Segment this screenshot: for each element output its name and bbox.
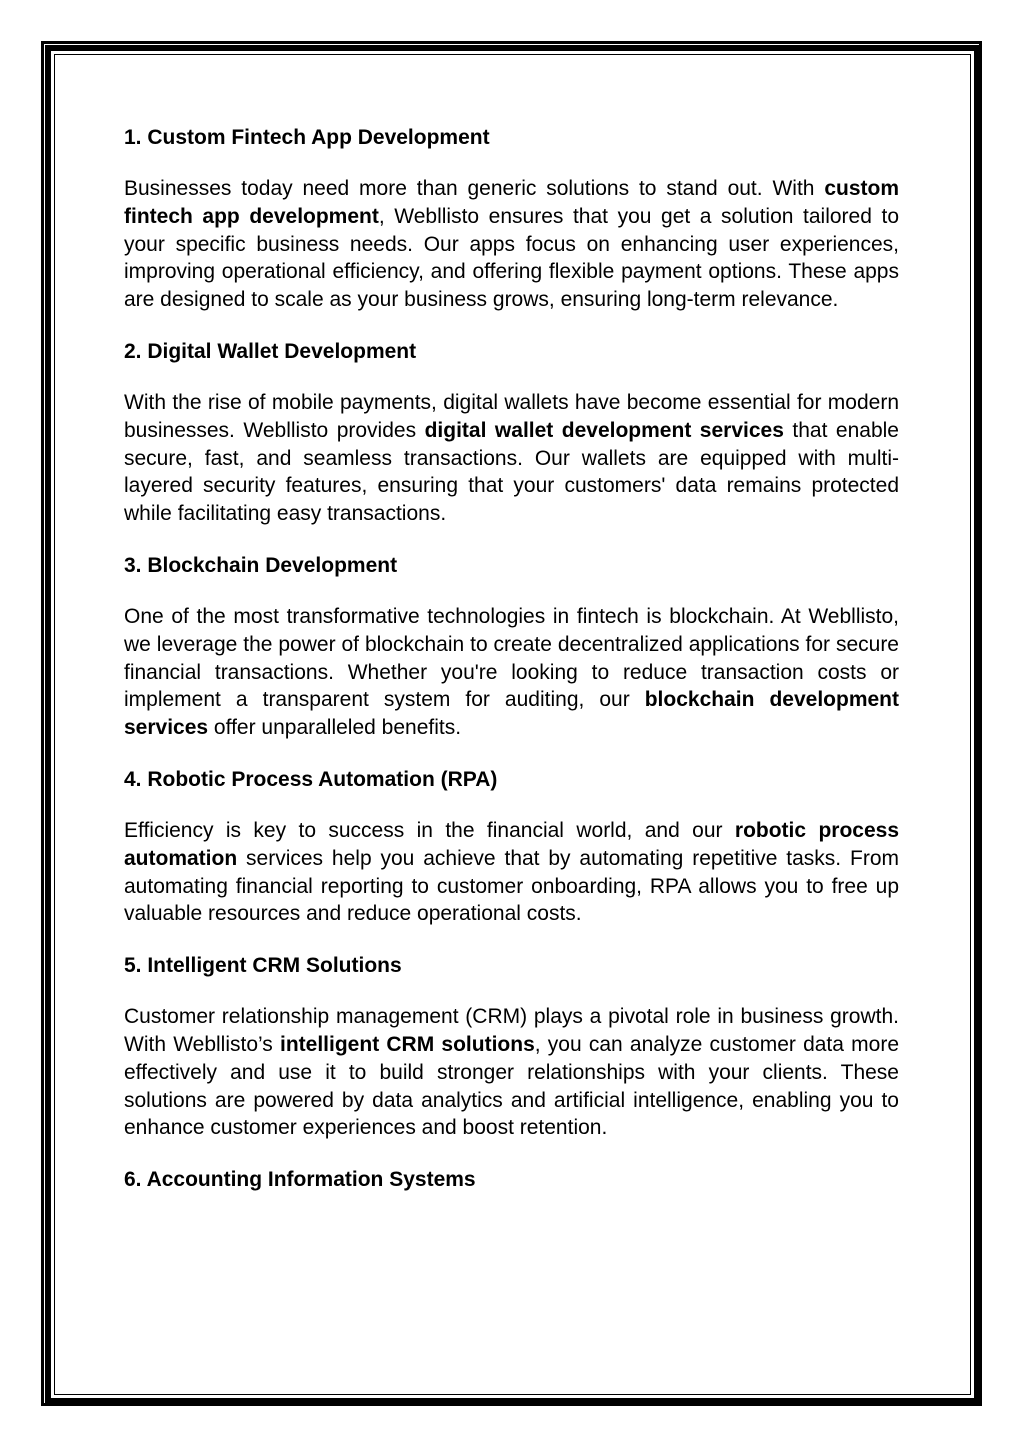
- paragraph-bold-term: digital wallet development services: [424, 418, 784, 442]
- paragraph-bold-term: intelligent CRM solutions: [280, 1032, 535, 1056]
- paragraph-text: Efficiency is key to success in the financial world, and our: [124, 818, 735, 842]
- paragraph-text: , you can analyze customer data more effectively and use it to build stronger relationships with your clients. These solutions are powered by data analytics and artificial intelligence, enabling you to enhance customer experiences and boost retention.: [124, 1032, 899, 1140]
- paragraph-text: Businesses today need more than generic solutions to stand out. With: [124, 177, 825, 200]
- paragraph-text: With the rise of mobile payments, digital wallets have become essential for modern businesses. Webllisto provides: [124, 390, 899, 442]
- paragraph-bold-term: blockchain development services: [124, 688, 899, 740]
- section-heading: 4. Robotic Process Automation (RPA): [124, 767, 498, 791]
- section-accounting: [124, 1162, 899, 1197]
- paragraph-text: One of the most transformative technologies in fintech is blockchain. At Webllisto, we leverage the power of blockchain to create decentralized applications for secure financial transactions. Whether you're looking to reduce transaction costs or implement a transparent system for auditing, our: [124, 604, 899, 712]
- section-heading: 1. Custom Fintech App Development: [124, 126, 490, 149]
- paragraph-text: offer unparalleled benefits.: [208, 716, 462, 740]
- paragraph-bold-term: custom fintech app development: [124, 177, 899, 228]
- section-paragraph: [124, 817, 899, 928]
- paragraph-text: services help you achieve that by automating repetitive tasks. From automating financial reporting to customer onboarding, RPA allows you to free up valuable resources and reduce operational costs.: [124, 846, 899, 926]
- paragraph-text: , Webllisto ensures that you get a solution tailored to your specific business needs. Our apps focus on enhancing user experiences, improving operational efficiency, and offering flexible payment options. These apps are designed to scale as your business grows, ensuring long-term relevance.: [124, 204, 899, 312]
- section-blockchain: [124, 548, 899, 742]
- section-digital-wallet: [124, 334, 899, 528]
- section-custom-fintech: [124, 120, 899, 314]
- section-paragraph: [124, 175, 899, 314]
- section-paragraph: [124, 1003, 899, 1142]
- paragraph-text: Customer relationship management (CRM) plays a pivotal role in business growth. With Webllisto’s: [124, 1005, 899, 1056]
- section-heading: 5. Intelligent CRM Solutions: [124, 954, 402, 978]
- document-body: [124, 120, 899, 1217]
- section-paragraph: [124, 389, 899, 528]
- section-heading: 2. Digital Wallet Development: [124, 339, 417, 363]
- section-paragraph: [124, 603, 899, 742]
- section-crm: [124, 948, 899, 1142]
- paragraph-bold-term: robotic process automation: [124, 818, 899, 870]
- paragraph-text: that enable secure, fast, and seamless transactions. Our wallets are equipped with multi-layered security features, ensuring that your customers' data remains protected while facilitating easy transactions.: [124, 418, 899, 526]
- section-heading: 6. Accounting Information Systems: [124, 1168, 476, 1192]
- section-heading: 3. Blockchain Development: [124, 553, 398, 577]
- section-rpa: [124, 762, 899, 928]
